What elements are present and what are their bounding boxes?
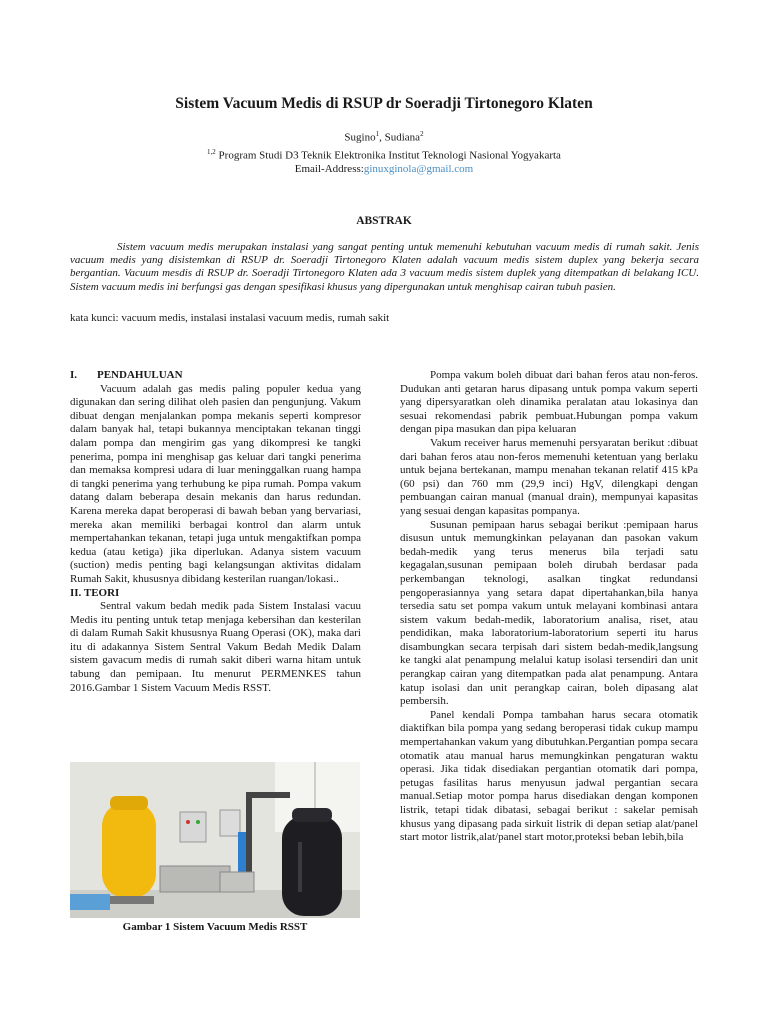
author-names [0,127,768,145]
section-heading-teori: II. TEORI [70,586,120,599]
paper-title: Sistem Vacuum Medis di RSUP dr Soeradji Tirtonegoro Klaten [175,95,593,112]
right-paragraph-1: Pompa vakum boleh dibuat dari bahan feros atau non-feros. Dudukan anti getaran harus dipasang untuk pompa vakum seperti yang dipersyaratkan oleh dinamika peralatan atau lokasinya dan sesuai rekomendasi pabrik pembuat.Hubungan pompa vakum dengan pipa masukan dan pipa keluaran [400,369,698,436]
blue-box [70,894,110,910]
figure-caption: Gambar 1 Sistem Vacuum Medis RSST [122,921,308,933]
author-block [0,127,768,176]
pendahuluan-paragraph: Vacuum adalah gas medis paling populer kedua yang digunakan dan sering dilihat oleh pasien dan pengunjung. Vakum dibuat dengan menjalankan pompa mekanis seperti kompresor dalam banyak hal, tetapi bukannya menciptakan tekanan tinggi dalam pompa dan mengirim gas yang dikompresi ke tangki penerima, pompa ini menghisap gas keluar dari tangki penerima dan memaksa kompresi udara di luar meninggalkan ruang hampa di tangki penerima yang terhubung ke pipa rumah. Pompa vakum datang dalam beberapa desain mekanis dan harus redundan. Karena mereka dapat beroperasi di bawah beban yang bervariasi, mereka akan memiliki berbagai kontrol dan alarm untuk mempertahankan tekanan, tetapi juga untuk mengaktifkan pompa kedua (atau ketiga) jika diperlukan. Adanya sistem vacuum (suction) medis penting bagi kelangsungan aktivitas didalam Rumah Sakit, khususnya dibidang kesterilan ruangan/lokasi.. [70,382,361,585]
yellow-receiver-tank [102,802,156,898]
section-heading-pendahuluan [70,369,361,383]
abstract-text: Sistem vacuum medis merupakan instalasi yang sangat penting untuk memenuhi kebutuhan vacuum medis di rumah sakit. Jenis vacuum medis yang disistemkan di RSUP dr. Soeradji Tirtonegoro Klaten adalah vacuum medis sistem duplex yang bekerja secara bergantian. Vacuum mesdis di RSUP dr. Soeradji Tirtonegoro Klaten ada 3 vacuum medis sistem duplek yang ditempatkan di belakang ICU. Sistem vacuum medis ini berfungsi gas dengan spesifikasi khusus yang dipergunakan untuk menghisap cairan tubuh pasien. [70,241,699,293]
affiliation-text: Program Studi D3 Teknik Elektronika Institut Teknologi Nasional Yogyakarta [215,149,561,162]
right-column [400,369,698,845]
teori-paragraph: Sentral vakum bedah medik pada Sistem Instalasi vacuu Medis itu penting untuk tetap menjaga kebersihan dan kesterilan di dalam Rumah Sakit khususnya Ruang Operasi (OK), maka dari itu di adakannya Sistem Sentral Vakum Bedah Medik Dalam sistem gavacum medis di rumah sakit diberi warna hitam untuk tabung dan pemipaan. Itu menurut PERMENKES tahun 2016.Gambar 1 Sistem Vacuum Medis RSST. [70,600,361,694]
affiliation [0,145,768,163]
left-column [70,369,361,695]
section-number: I. [70,369,78,381]
author-1: Sugino [344,131,376,144]
pipe-horizontal [246,792,290,798]
email-link[interactable]: ginuxginola@gmail.com [363,163,474,176]
email-line [0,162,768,176]
figure-vacuum-system-photo [70,762,360,918]
right-paragraph-2: Vakum receiver harus memenuhi persyaratan berikut :dibuat dari bahan feros atau non-feros memenuhi ketentuan yang berlaku untuk bejana bertekanan, mampu menahan tekanan relatif 415 kPa (60 psi) dan 760 mm (29,9 inci) HgV, dilengkapi dengan pembuangan cairan manual (manual drain), mempunyai kapasitas yang sesuai dengan kapasitas pompanya. [400,436,698,517]
right-paragraph-4: Panel kendali Pompa tambahan harus secara otomatik diaktifkan bila pompa yang sedang beroperasi tidak cukup mampu mempertahankan vakum yang dibutuhkan.Pergantian pompa secara otomatik atau manual harus memungkinkan pengaturan waktu operasi. Jika tidak disediakan pergantian otomatik dari pompa, petugas fasilitas harus menyusun jadwal pergantian secara manual.Setiap motor pompa harus disediakan dengan komponen listrik, tetapi tidak dibatasi, sebagai berikut : sakelar pemisah khusus yang dipasang pada sirkuit listrik di depan setiap alat/panel start motor listrik,alat/panel start motor,proteksi beban lebih,bila [400,708,698,844]
vacuum-pump-2 [220,872,254,892]
keywords: kata kunci: vacuum medis, instalasi instalasi vacuum medis, rumah sakit [70,312,390,324]
abstract-heading: ABSTRAK [356,215,412,227]
section-title: PENDAHULUAN [97,369,183,381]
author-1-sup: 1 [375,130,380,138]
vacuum-room-illustration [70,762,360,918]
author-separator: , [379,131,385,144]
author-2-sup: 2 [420,130,424,138]
email-label: Email-Address: [294,163,364,176]
control-panel-2 [220,810,240,836]
author-2: Sudiana [384,131,421,144]
affiliation-sup: 1,2 [207,147,216,156]
control-panel [180,812,206,842]
right-paragraph-3: Susunan pemipaan harus sebagai berikut :pemipaan harus disusun untuk memungkinkan pelayanan dan pasokan vakum bedah-medik yang terus menerus bila terjadi satu kegagalan,susunan pemipaan boleh dirubah berdasar pada perkembangan teknologi, asalkan tingkat redundansi pengoperasiannya yang setara dapat dipertahankan,bila hanya tersedia satu set pompa vakum untuk melayani kombinasi antara sistem vakum bedah-medik, laboratorium analisa, riset, atau pendidikan, maka laboratorium-laboratorium seperti itu harus disambungkan secara terpisah dari sistem bedah-medik,langsung ke tangki alat penampung melalui katup isolasi tersendiri dan unit perangkap cairan yang ditempatkan pada alat penampung. Antara katup isolasi dan unit perangkap cairan, boleh dipasang alat pembersih. [400,518,698,708]
black-receiver-tank [282,816,342,916]
